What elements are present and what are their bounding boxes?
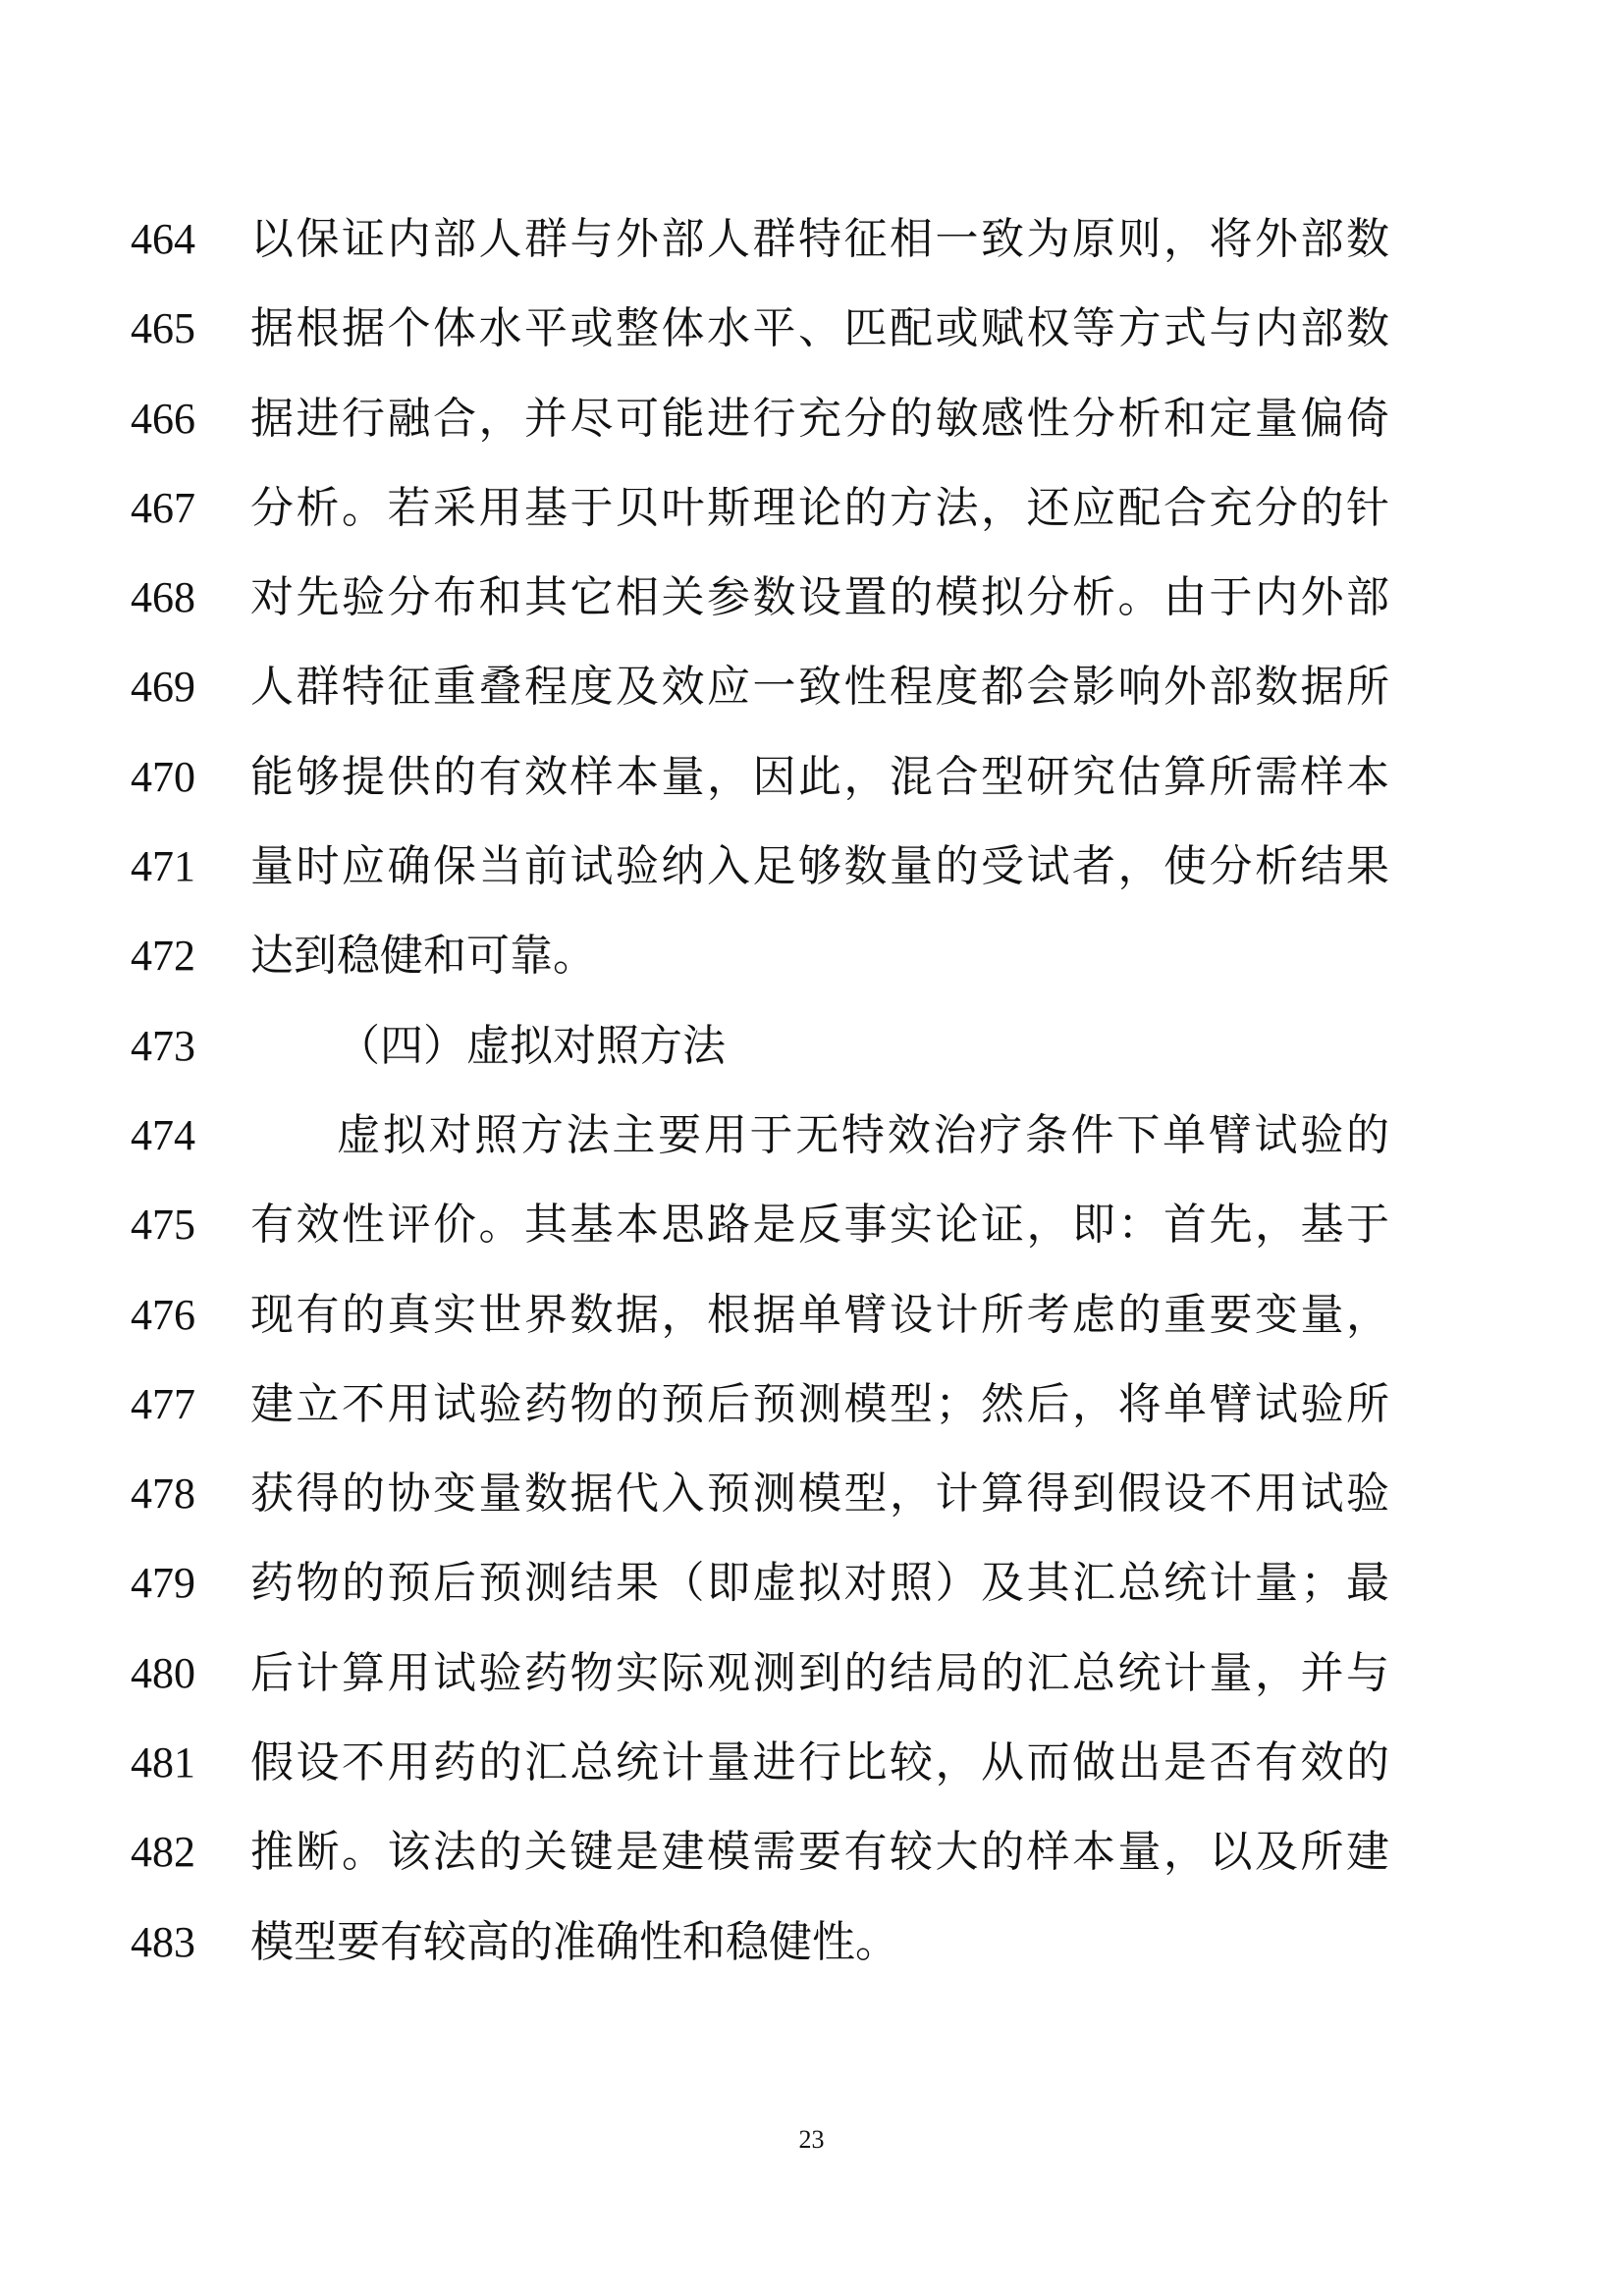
line-number: 478 (131, 1469, 195, 1519)
line-text: 建立不用试验药物的预后预测模型；然后，将单臂试验所 (250, 1378, 1389, 1429)
line-text: 分析。若采用基于贝叶斯理论的方法，还应配合充分的针 (250, 482, 1389, 533)
line-text: 后计算用试验药物实际观测到的结局的汇总统计量，并与 (250, 1647, 1389, 1698)
line-text: 获得的协变量数据代入预测模型，计算得到假设不用试验 (250, 1468, 1389, 1520)
line-number: 468 (131, 573, 195, 622)
section-heading: （四）虚拟对照方法 (337, 1020, 726, 1071)
line-number: 473 (131, 1021, 195, 1070)
text-line (0, 1897, 1623, 1987)
line-text: 人群特征重叠程度及效应一致性程度都会影响外部数据所 (250, 662, 1389, 713)
line-text: 以保证内部人群与外部人群特征相一致为原则，将外部数 (250, 214, 1389, 264)
text-line (0, 1270, 1623, 1360)
line-text: 据根据个体水平或整体水平、匹配或赋权等方式与内部数 (250, 303, 1389, 354)
text-line (0, 553, 1623, 642)
text-line (0, 194, 1623, 284)
line-text: 模型要有较高的准确性和稳健性。 (250, 1916, 898, 1967)
line-number: 470 (131, 752, 195, 801)
line-number: 469 (131, 663, 195, 712)
line-text: 量时应确保当前试验纳入足够数量的受试者，使分析结果 (250, 841, 1389, 892)
text-line (0, 463, 1623, 553)
text-line (0, 1629, 1623, 1718)
line-number: 476 (131, 1290, 195, 1339)
text-line (0, 1091, 1623, 1180)
text-line (0, 1001, 1623, 1091)
line-text: 虚拟对照方法主要用于无特效治疗条件下单臂试验的 (337, 1109, 1389, 1160)
line-number: 475 (131, 1201, 195, 1250)
text-line (0, 911, 1623, 1000)
line-number: 482 (131, 1828, 195, 1877)
line-number: 483 (131, 1917, 195, 1966)
text-line (0, 1180, 1623, 1269)
line-text: 对先验分布和其它相关参数设置的模拟分析。由于内外部 (250, 572, 1389, 623)
text-line (0, 374, 1623, 463)
line-number: 464 (131, 215, 195, 263)
text-line (0, 284, 1623, 373)
line-number: 466 (131, 394, 195, 443)
text-line (0, 1538, 1623, 1628)
line-text: 据进行融合，并尽可能进行充分的敏感性分析和定量偏倚 (250, 393, 1389, 444)
line-number: 472 (131, 932, 195, 981)
line-text: 现有的真实世界数据，根据单臂设计所考虑的重要变量， (250, 1289, 1389, 1340)
text-line (0, 1360, 1623, 1449)
line-text: 药物的预后预测结果（即虚拟对照）及其汇总统计量；最 (250, 1558, 1389, 1609)
text-line (0, 822, 1623, 911)
text-line (0, 732, 1623, 822)
line-number: 477 (131, 1379, 195, 1428)
line-text: 有效性评价。其基本思路是反事实论证，即：首先，基于 (250, 1200, 1389, 1251)
text-line (0, 1807, 1623, 1896)
line-number: 481 (131, 1738, 195, 1788)
line-text: 能够提供的有效样本量，因此，混合型研究估算所需样本 (250, 751, 1389, 802)
line-text: 达到稳健和可靠。 (250, 931, 596, 982)
text-line (0, 1449, 1623, 1538)
page-number: 23 (798, 2125, 825, 2154)
line-number: 465 (131, 304, 195, 353)
line-number: 480 (131, 1648, 195, 1697)
line-number: 474 (131, 1110, 195, 1159)
line-number: 471 (131, 842, 195, 891)
line-number: 479 (131, 1559, 195, 1608)
line-number: 467 (131, 483, 195, 532)
line-text: 推断。该法的关键是建模需要有较大的样本量，以及所建 (250, 1827, 1389, 1878)
text-body (0, 194, 1623, 1987)
line-text: 假设不用药的汇总统计量进行比较，从而做出是否有效的 (250, 1737, 1389, 1789)
text-line (0, 642, 1623, 731)
text-line (0, 1718, 1623, 1807)
